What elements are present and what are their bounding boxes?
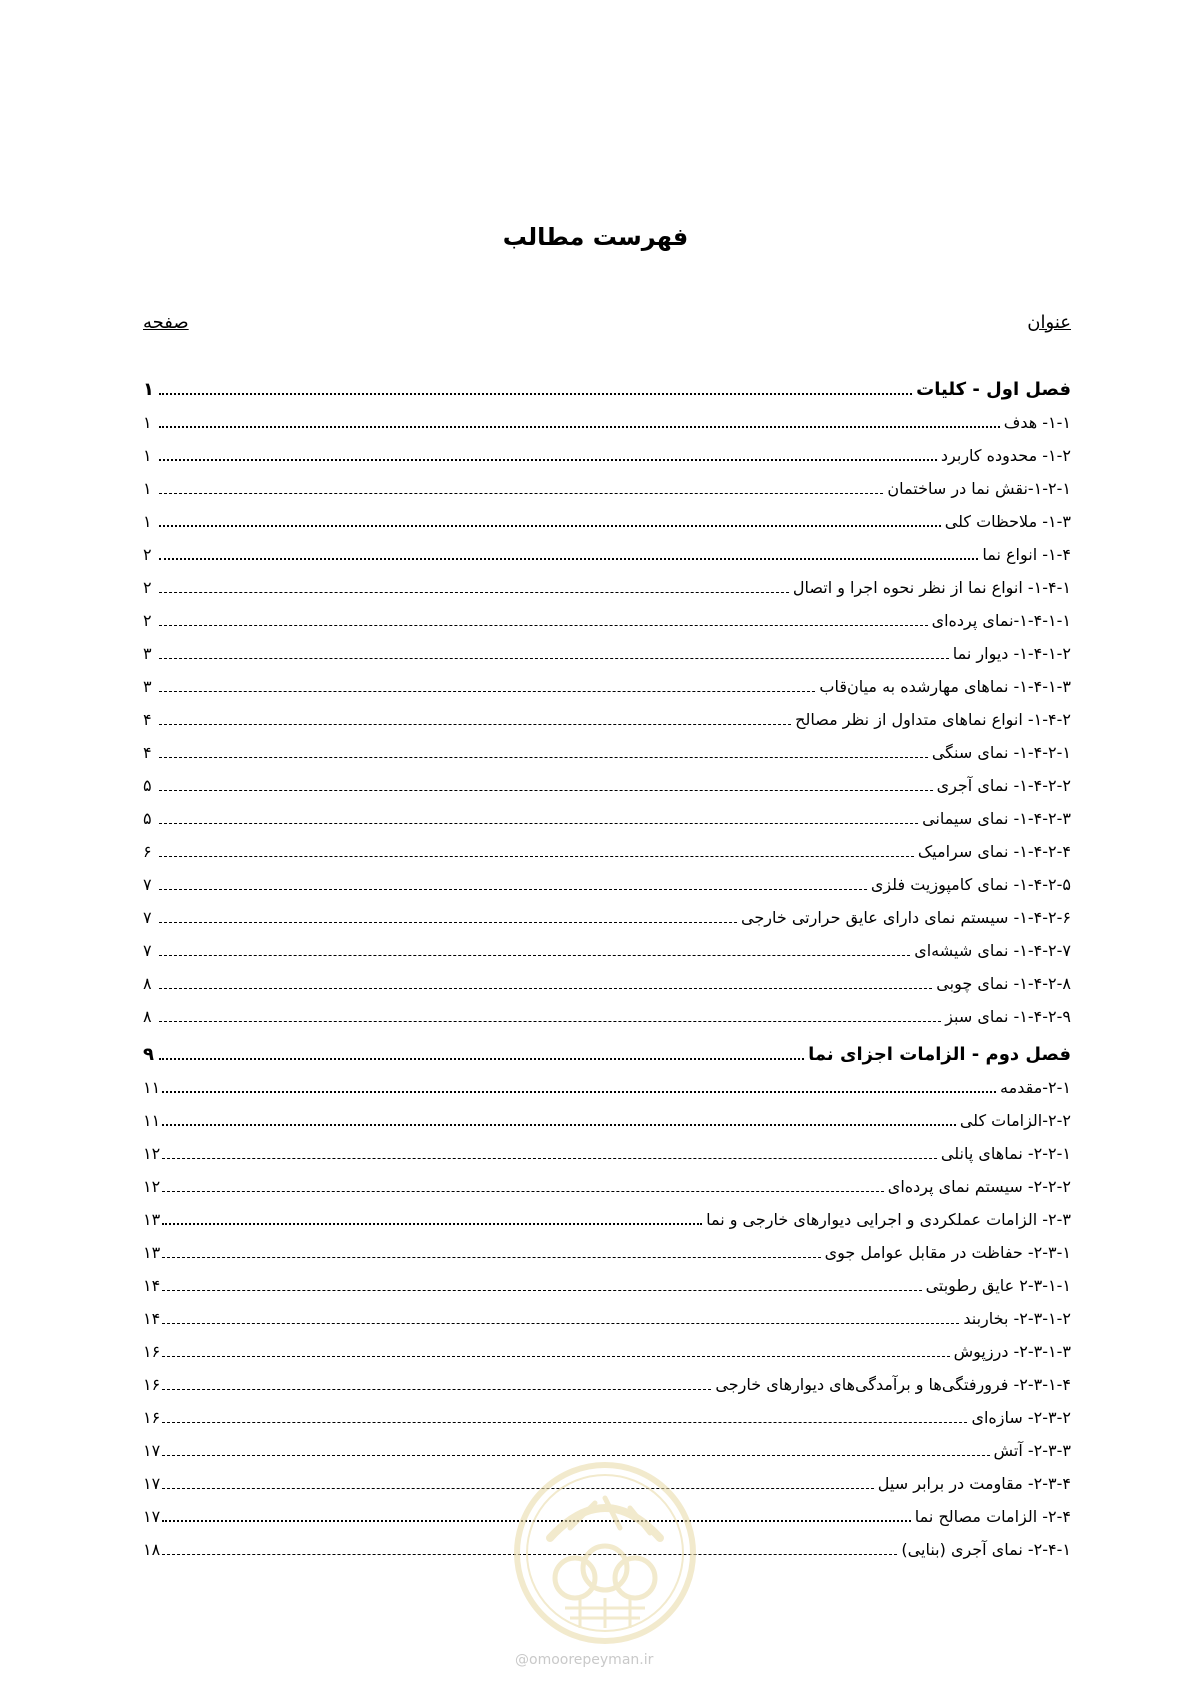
toc-leader-line bbox=[159, 658, 949, 659]
toc-page-number: ۳ bbox=[143, 677, 152, 696]
toc-page-number: ۷ bbox=[143, 908, 152, 927]
toc-entry-row bbox=[143, 730, 1071, 763]
toc-leader-line bbox=[159, 1021, 941, 1022]
toc-entry-row bbox=[143, 631, 1071, 664]
toc-page-number: ۱۷ bbox=[143, 1441, 161, 1460]
toc-entry-label: ۱-۴-۱-۱-نمای پرده‌ای bbox=[931, 611, 1071, 630]
toc-entry-label: ۲-۱-مقدمه bbox=[1000, 1078, 1071, 1097]
toc-leader-line bbox=[162, 1091, 996, 1093]
toc-entry-label: ۲-۳-۴- مقاومت در برابر سیل bbox=[877, 1474, 1071, 1493]
toc-entry-row bbox=[143, 1263, 1071, 1296]
toc-leader-line bbox=[159, 691, 815, 692]
toc-entry-label: ۱-۴-۲-۸- نمای چوبی bbox=[936, 974, 1071, 993]
toc-entry-label: ۲-۳-۱-۲- بخاربند bbox=[963, 1309, 1071, 1328]
toc-entry-label: ۱-۴-۱- انواع نما از نظر نحوه اجرا و اتصال bbox=[792, 578, 1071, 597]
toc-entry-label: ۱-۴-۲- انواع نماهای متداول از نظر مصالح bbox=[795, 710, 1071, 729]
toc-page-number: ۲ bbox=[143, 578, 152, 597]
toc-entry-row bbox=[143, 1197, 1071, 1230]
page-title: فهرست مطالب bbox=[502, 223, 689, 251]
toc-entry-label: ۲-۴- الزامات مصالح نما bbox=[914, 1507, 1071, 1526]
toc-entry-label: فصل دوم - الزامات اجزای نما bbox=[808, 1044, 1071, 1065]
toc-page-number: ۵ bbox=[143, 809, 152, 828]
toc-page-number: ۱۱ bbox=[143, 1111, 161, 1130]
toc-entry-row bbox=[143, 1329, 1071, 1362]
toc-page-number: ۹ bbox=[143, 1044, 154, 1065]
toc-entry-row bbox=[143, 961, 1071, 994]
toc-entry-label: ۱-۲- محدوده کاربرد bbox=[940, 446, 1071, 465]
toc-entry-label: ۱-۴-۲-۹- نمای سبز bbox=[945, 1007, 1071, 1026]
toc-leader-line bbox=[159, 493, 883, 494]
toc-entry-row bbox=[143, 433, 1071, 466]
toc-leader-line bbox=[159, 625, 928, 626]
toc-entry-label: ۱-۴-۱-۳- نماهای مهارشده به میان‌قاب bbox=[819, 677, 1071, 696]
toc-page-number: ۱۱ bbox=[143, 1078, 161, 1097]
toc-leader-line bbox=[162, 1389, 711, 1390]
toc-leader-line bbox=[159, 1058, 804, 1060]
toc-entry-row bbox=[143, 1164, 1071, 1197]
toc-leader-line bbox=[159, 988, 932, 989]
toc-entry-label: ۱-۴-۱-۲- دیوار نما bbox=[952, 644, 1071, 663]
toc-entry-row bbox=[143, 1065, 1071, 1098]
toc-entry-label: ۱-۴-۲-۱- نمای سنگی bbox=[931, 743, 1071, 762]
toc-entry-label: ۲-۳-۱- حفاظت در مقابل عوامل جوی bbox=[824, 1243, 1071, 1262]
toc-page-number: ۱۴ bbox=[143, 1276, 161, 1295]
toc-entry-row bbox=[143, 1395, 1071, 1428]
toc-entry-label: فصل اول - کلیات bbox=[916, 379, 1071, 400]
toc-entry-label: ۱-۲-۱-نقش نما در ساختمان bbox=[887, 479, 1071, 498]
toc-entry-row bbox=[143, 829, 1071, 862]
toc-entry-row bbox=[143, 565, 1071, 598]
table-of-contents bbox=[143, 366, 1071, 1560]
toc-entry-label: ۱-۳- ملاحظات کلی bbox=[944, 512, 1071, 531]
toc-page-number: ۱۸ bbox=[143, 1540, 161, 1559]
toc-entry-label: ۲-۳- الزامات عملکردی و اجرایی دیوارهای خارجی و نما bbox=[706, 1210, 1071, 1229]
toc-entry-label: ۲-۳-۱-۳- درزپوش bbox=[953, 1342, 1071, 1361]
toc-entry-label: ۱-۴-۲-۷- نمای شیشه‌ای bbox=[914, 941, 1071, 960]
toc-entry-row bbox=[143, 1362, 1071, 1395]
toc-page-number: ۸ bbox=[143, 974, 152, 993]
toc-page-number: ۶ bbox=[143, 842, 152, 861]
toc-entry-row bbox=[143, 664, 1071, 697]
toc-entry-row bbox=[143, 928, 1071, 961]
toc-page-number: ۱۶ bbox=[143, 1408, 161, 1427]
toc-entry-row bbox=[143, 862, 1071, 895]
toc-leader-line bbox=[162, 1124, 956, 1126]
toc-entry-label: ۱-۴-۲-۶- سیستم نمای دارای عایق حرارتی خارجی bbox=[741, 908, 1071, 927]
toc-leader-line bbox=[162, 1323, 959, 1324]
toc-page-number: ۱۲ bbox=[143, 1144, 161, 1163]
toc-entry-row bbox=[143, 598, 1071, 631]
toc-leader-line bbox=[162, 1455, 989, 1456]
toc-leader-line bbox=[159, 426, 1000, 428]
toc-entry-label: ۲-۲-۲- سیستم نمای پرده‌ای bbox=[887, 1177, 1071, 1196]
toc-leader-line bbox=[159, 856, 914, 857]
toc-page-number: ۳ bbox=[143, 644, 152, 663]
toc-entry-row bbox=[143, 1131, 1071, 1164]
toc-entry-row bbox=[143, 1098, 1071, 1131]
toc-entry-label: ۲-۳-۱-۱ عایق رطوبتی bbox=[925, 1276, 1071, 1295]
toc-page-number: ۱۷ bbox=[143, 1507, 161, 1526]
toc-entry-row bbox=[143, 1230, 1071, 1263]
toc-page-number: ۱۶ bbox=[143, 1342, 161, 1361]
toc-leader-line bbox=[159, 525, 941, 527]
toc-leader-line bbox=[162, 1290, 921, 1291]
toc-page-number: ۱۳ bbox=[143, 1243, 161, 1262]
watermark-seal-icon bbox=[510, 1458, 700, 1648]
toc-leader-line bbox=[159, 757, 928, 758]
toc-leader-line bbox=[159, 724, 791, 725]
toc-entry-row bbox=[143, 697, 1071, 730]
toc-leader-line bbox=[159, 592, 789, 593]
toc-page-number: ۱ bbox=[143, 413, 152, 432]
toc-page-number: ۷ bbox=[143, 941, 152, 960]
toc-page-number: ۱۲ bbox=[143, 1177, 161, 1196]
toc-page-number: ۴ bbox=[143, 743, 152, 762]
toc-leader-line bbox=[162, 1158, 937, 1159]
toc-leader-line bbox=[159, 823, 918, 824]
toc-entry-row bbox=[143, 1428, 1071, 1461]
toc-entry-row bbox=[143, 466, 1071, 499]
toc-leader-line bbox=[159, 922, 737, 923]
toc-entry-label: ۲-۴-۱- نمای آجری (بنایی) bbox=[901, 1540, 1071, 1559]
toc-page-number: ۱ bbox=[143, 512, 152, 531]
toc-entry-label: ۲-۳-۳- آتش bbox=[993, 1441, 1071, 1460]
toc-entry-row bbox=[143, 1296, 1071, 1329]
toc-entry-label: ۲-۲-الزامات کلی bbox=[959, 1111, 1071, 1130]
toc-leader-line bbox=[162, 1191, 884, 1192]
toc-entry-label: ۱-۴- انواع نما bbox=[982, 545, 1071, 564]
toc-entry-label: ۱-۱- هدف bbox=[1003, 413, 1071, 432]
toc-leader-line bbox=[162, 1356, 949, 1357]
toc-page-number: ۱۶ bbox=[143, 1375, 161, 1394]
toc-leader-line bbox=[159, 558, 978, 560]
toc-entry-row bbox=[143, 796, 1071, 829]
toc-leader-line bbox=[159, 459, 937, 461]
page-column-header: صفحه bbox=[143, 312, 189, 333]
toc-leader-line bbox=[159, 790, 933, 791]
title-column-header: عنوان bbox=[1027, 312, 1071, 333]
toc-entry-row bbox=[143, 532, 1071, 565]
toc-entry-label: ۱-۴-۲-۳- نمای سیمانی bbox=[922, 809, 1071, 828]
toc-entry-row bbox=[143, 895, 1071, 928]
toc-page-number: ۵ bbox=[143, 776, 152, 795]
toc-page-number: ۴ bbox=[143, 710, 152, 729]
toc-entry-row bbox=[143, 763, 1071, 796]
toc-page-number: ۱۷ bbox=[143, 1474, 161, 1493]
toc-entry-label: ۲-۳-۱-۴- فرورفتگی‌ها و برآمدگی‌های دیوارهای خارجی bbox=[715, 1375, 1071, 1394]
toc-entry-row bbox=[143, 499, 1071, 532]
toc-leader-line bbox=[159, 393, 912, 395]
toc-page-number: ۷ bbox=[143, 875, 152, 894]
toc-entry-label: ۲-۲-۱- نماهای پانلی bbox=[940, 1144, 1071, 1163]
toc-page-number: ۱ bbox=[143, 379, 154, 400]
toc-chapter-row bbox=[143, 366, 1071, 400]
toc-page-number: ۱۳ bbox=[143, 1210, 161, 1229]
toc-chapter-row bbox=[143, 1031, 1071, 1065]
toc-page-number: ۲ bbox=[143, 545, 152, 564]
toc-leader-line bbox=[159, 955, 910, 956]
toc-entry-row bbox=[143, 994, 1071, 1027]
toc-page-number: ۱۴ bbox=[143, 1309, 161, 1328]
toc-entry-label: ۱-۴-۲-۴- نمای سرامیک bbox=[917, 842, 1071, 861]
toc-entry-label: ۱-۴-۲-۲- نمای آجری bbox=[936, 776, 1071, 795]
toc-leader-line bbox=[162, 1257, 820, 1258]
toc-leader-line bbox=[162, 1422, 967, 1423]
toc-entry-row bbox=[143, 400, 1071, 433]
toc-page-number: ۱ bbox=[143, 479, 152, 498]
toc-leader-line bbox=[162, 1223, 702, 1225]
toc-entry-label: ۲-۳-۲- سازه‌ای bbox=[971, 1408, 1071, 1427]
toc-leader-line bbox=[159, 889, 867, 890]
toc-page-number: ۱ bbox=[143, 446, 152, 465]
toc-page-number: ۲ bbox=[143, 611, 152, 630]
toc-entry-label: ۱-۴-۲-۵- نمای کامپوزیت فلزی bbox=[870, 875, 1071, 894]
toc-page-number: ۸ bbox=[143, 1007, 152, 1026]
watermark-url: @omoorepeyman.ir bbox=[515, 1652, 654, 1668]
